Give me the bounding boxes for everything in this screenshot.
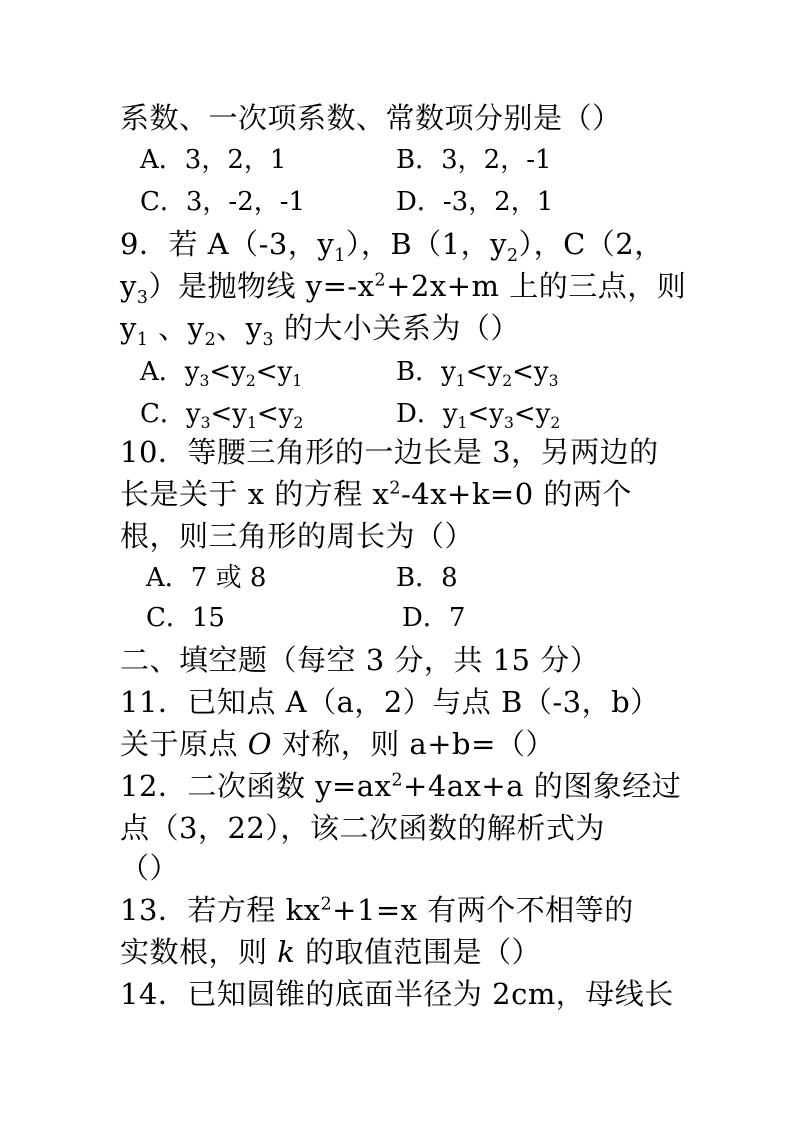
q14-stem-line-1: 14．已知圆锥的底面半径为 2cm，母线长	[120, 977, 674, 1011]
q10-option-a: A．7 或 8	[146, 563, 267, 593]
q8-option-a: A．3，2，1	[140, 145, 287, 175]
q11-stem-line-1: 11．已知点 A（a，2）与点 B（-3，b）	[120, 685, 660, 719]
q10-stem-line-1: 10．等腰三角形的一边长是 3，另两边的	[120, 435, 659, 469]
q11-stem-line-2: 关于原点 O 对称，则 a+b=（）	[120, 727, 555, 761]
q10-stem-line-3: 根，则三角形的周长为（）	[120, 519, 475, 553]
q9-stem-line-2: $y_3$）是抛物线 $y=-x^2+2x+m$ 上的三点，则	[120, 269, 687, 308]
section-heading-fill-in: 二、填空题（每空 3 分，共 15 分）	[120, 643, 600, 677]
q9-option-d: D．$y_1<y_3<y_2$	[396, 399, 561, 433]
q9-option-b: B．$y_1<y_2<y_3$	[396, 357, 559, 391]
q10-option-c: C．15	[146, 603, 225, 633]
q8-option-c: C．3，-2，-1	[140, 187, 306, 217]
q10-stem-line-2: 长是关于 x 的方程 $x^2-4x+k=0$ 的两个	[120, 477, 632, 511]
q9-stem-line-3: $y_1$ 、$y_2$、$y_3$ 的大小关系为（）	[120, 311, 520, 350]
q10-option-d: D．7	[402, 603, 466, 633]
q13-stem-line-1: 13．若方程 $kx^2+1=x$ 有两个不相等的	[120, 893, 634, 927]
q8-option-d: D．-3，2，1	[396, 187, 554, 217]
q8-option-b: B．3，2，-1	[396, 145, 552, 175]
q10-option-b: B．8	[396, 563, 458, 593]
q12-stem-line-1: 12．二次函数 $y=ax^2+4ax+a$ 的图象经过	[120, 769, 682, 803]
q9-option-c: C．$y_3<y_1<y_2$	[140, 399, 304, 433]
q12-stem-line-2: 点（3，22），该二次函数的解析式为	[120, 811, 605, 845]
q13-stem-line-2: 实数根，则 k 的取值范围是（）	[120, 935, 542, 969]
q8-stem: 系数、一次项系数、常数项分别是（）	[120, 101, 622, 135]
q9-option-a: A．$y_3<y_2<y_1$	[140, 357, 303, 391]
q9-stem-line-1: 9．若 A（-3，$y_1$），B（1，$y_2$），C（2，	[120, 227, 664, 266]
q12-stem-line-3: （）	[120, 851, 180, 885]
